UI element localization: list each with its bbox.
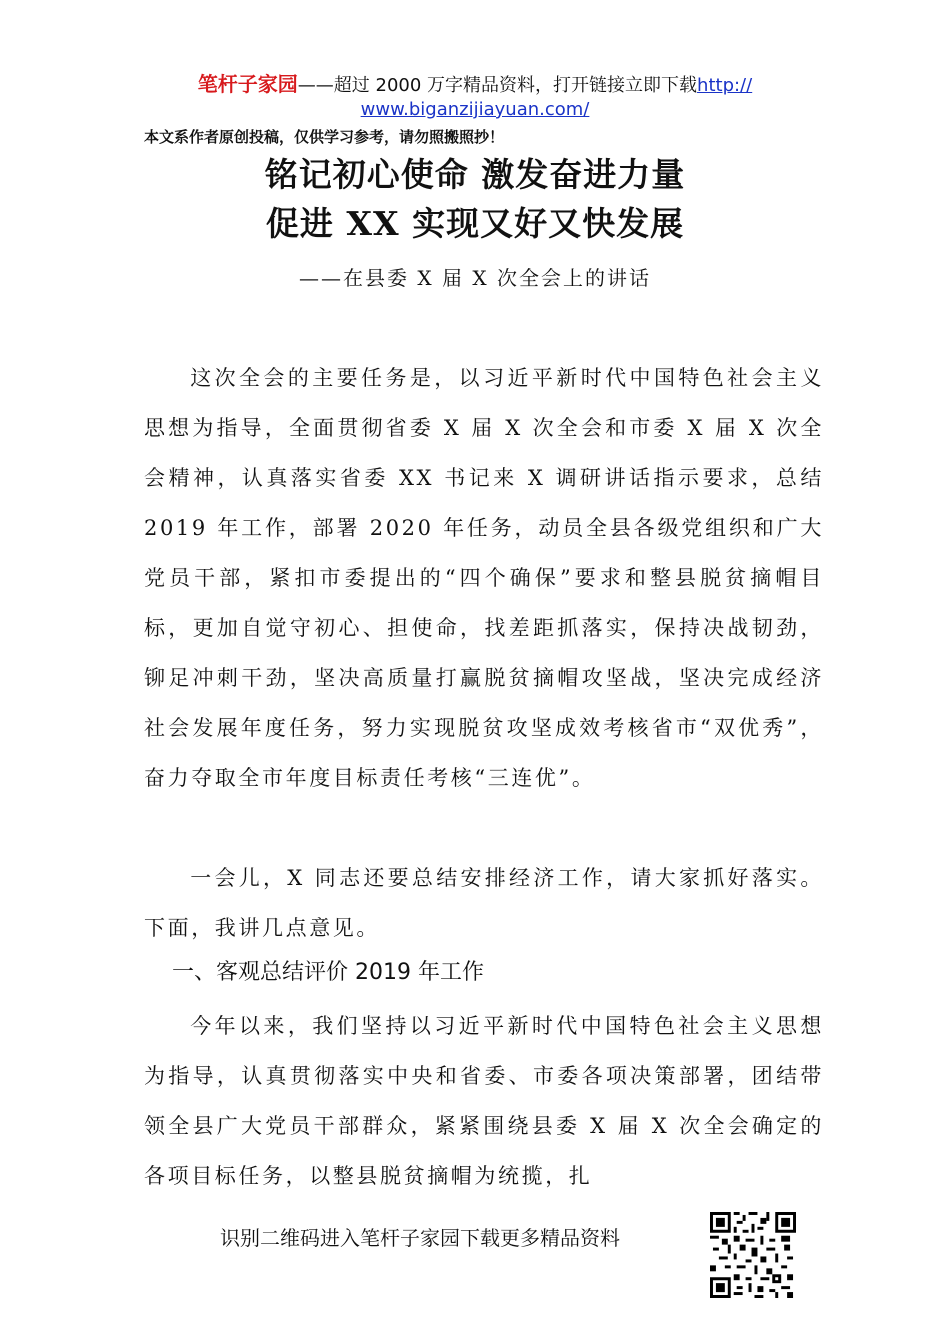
header-line-2 — [0, 98, 950, 122]
footer-text: 识别二维码进入笔杆子家园下载更多精品资料 — [220, 1226, 620, 1250]
qr-code-icon — [710, 1212, 796, 1298]
paragraph-3: 今年以来，我们坚持以习近平新时代中国特色社会主义思想为指导，认真贯彻落实中央和省委、市委各项决策部署，团结带领全县广大党员干部群众，紧紧围绕县委 X 届 X 次全会确定的各项目标任务，以整县脱贫摘帽为统揽，扎 — [144, 1014, 824, 1188]
site-link-part2[interactable]: www.biganzijiayuan.com/ — [360, 99, 590, 120]
subtitle: ——在县委 X 届 X 次全会上的讲话 — [299, 266, 651, 290]
header-line-1 — [0, 72, 950, 98]
paragraph-1: 这次全会的主要任务是，以习近平新时代中国特色社会主义思想为指导，全面贯彻省委 X 届 X 次全会和市委 X 届 X 次全会精神，认真落实省委 XX 书记来 X 调研讲话指示要求，总结 2019 年工作，部署 2020 年任务，动员全县各级党组织和广大党员干部，紧扣市委提出的“四个确保”要求和整县脱贫摘帽目标，更加自觉守初心、担使命，找差距抓落实，保持决战韧劲，铆足冲刺干劲，坚决高质量打赢脱贫摘帽攻坚战，坚决完成经济社会发展年度任务，努力实现脱贫攻坚成效考核省市“双优秀”，奋力夺取全市年度目标责任考核“三连优”。 — [144, 366, 824, 790]
copyright-notice: 本文系作者原创投稿，仅供学习参考，请勿照搬照抄！ — [144, 128, 505, 146]
site-link-part1[interactable]: http:// — [697, 75, 753, 96]
title-line-1: 铭记初心使命 激发奋进力量 — [264, 155, 686, 194]
section-heading-1: 一、客观总结评价 2019 年工作 — [172, 960, 484, 985]
paragraph-2: 一会儿，X 同志还要总结安排经济工作，请大家抓好落实。下面，我讲几点意见。 — [144, 866, 824, 940]
header-tagline: ——超过 2000 万字精品资料，打开链接立即下载 — [297, 75, 698, 96]
title-line-2: 促进 XX 实现又好又快发展 — [265, 204, 685, 243]
brand-name: 笔杆子家园 — [197, 72, 298, 96]
